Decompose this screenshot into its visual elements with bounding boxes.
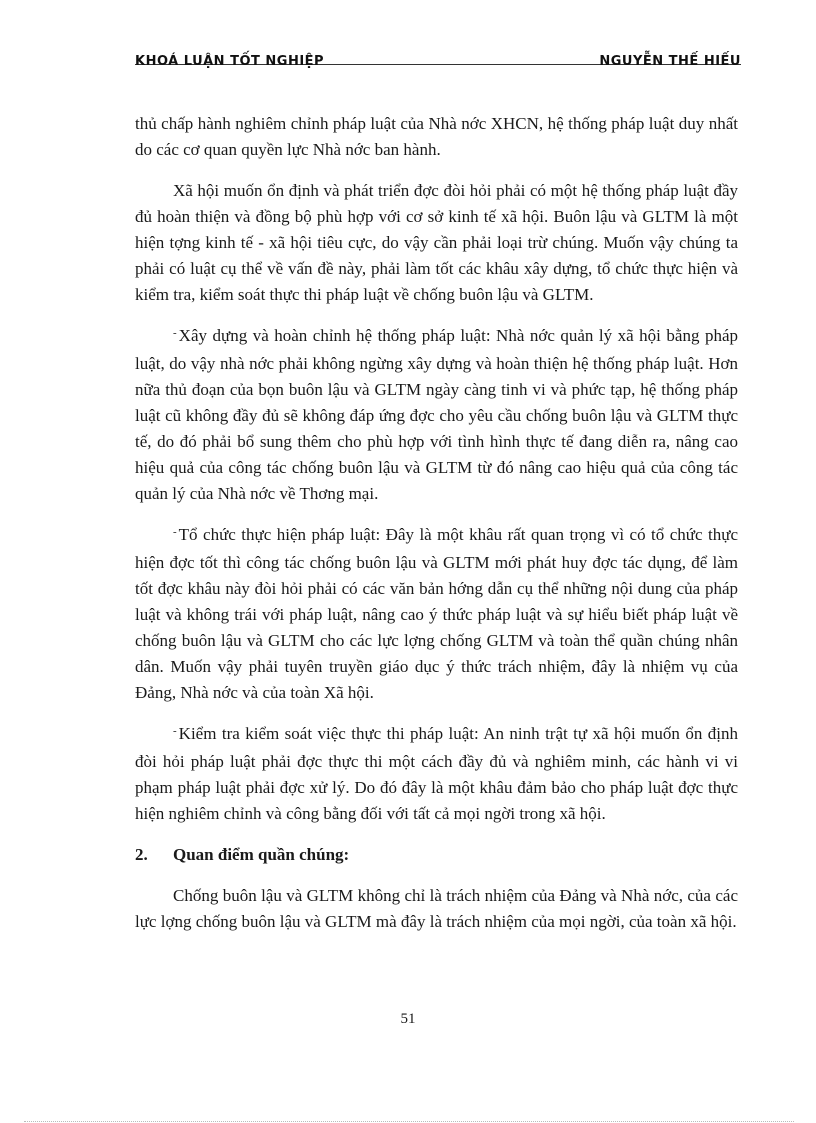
paragraph: Chống buôn lậu và GLTM không chỉ là trách nhiệm của Đảng và Nhà nớc, của các lực lợng chống buôn lậu và GLTM mà đây là trách nhiệm của mọi ngời, của toàn xã hội. bbox=[135, 886, 738, 931]
section-title: Quan điểm quần chúng: bbox=[173, 845, 350, 864]
paragraph-continuation: thủ chấp hành nghiêm chỉnh pháp luật của Nhà nớc XHCN, hệ thống pháp luật duy nhất do các cơ quan quyền lực Nhà nớc ban hành. bbox=[135, 114, 738, 159]
bullet-marker: - bbox=[173, 526, 177, 538]
section-heading bbox=[135, 842, 738, 868]
header-author-name: NGUYỄN THẾ HIẾU bbox=[599, 54, 741, 69]
bullet-paragraph-text: Tổ chức thực hiện pháp luật: Đây là một khâu rất quan trọng vì có tổ chức thực hiện đợc tốt thì công tác chống buôn lậu và GLTM mới phát huy đợc tác dụng, để làm tốt đợc khâu này đòi hỏi phải có các văn bản hớng dẫn cụ thể những nội dung của pháp luật và không trái với pháp luật, nâng cao ý thức pháp luật và sự hiểu biết pháp luật về chống buôn lậu và GLTM cho các lực lợng chống GLTM và toàn thể quần chúng nhân dân. Muốn vậy phải tuyên truyền giáo dục ý thức trách nhiệm, đây là nhiệm vụ của Đảng, Nhà nớc và của toàn Xã hội. bbox=[135, 525, 738, 702]
section-number: 2. bbox=[135, 845, 148, 864]
bullet-paragraph-implementation bbox=[135, 522, 738, 706]
bullet-marker: - bbox=[173, 725, 177, 737]
bullet-paragraph-inspection bbox=[135, 721, 738, 827]
body-text bbox=[135, 111, 738, 950]
paragraph: Xã hội muốn ổn định và phát triển đợc đòi hỏi phải có một hệ thống pháp luật đầy đủ hoàn thiện và đồng bộ phù hợp với cơ sở kinh tế xã hội. Buôn lậu và GLTM là một hiện tợng kinh tế - xã hội tiêu cực, do vậy cần phải loại trừ chúng. Muốn vậy chúng ta phải có luật cụ thể về vấn đề này, phải làm tốt các khâu xây dựng, tổ chức thực hiện và kiểm tra, kiểm soát thực thi pháp luật về chống buôn lậu và GLTM. bbox=[135, 181, 738, 304]
running-header bbox=[135, 54, 741, 74]
page-bottom-rule bbox=[24, 1121, 794, 1122]
page-number: 51 bbox=[400, 1011, 416, 1027]
bullet-marker: - bbox=[173, 327, 177, 339]
bullet-paragraph-text: Kiểm tra kiểm soát việc thực thi pháp luật: An ninh trật tự xã hội muốn ổn định đòi hỏi pháp luật phải đợc thực thi một cách đầy đủ và nghiêm minh, các hành vi vi phạm pháp luật phải đợc xử lý. Do đó đây là một khâu đảm bảo cho pháp luật đợc thực hiện nghiêm chỉnh và công bằng đối với tất cả mọi ngời trong xã hội. bbox=[135, 724, 738, 823]
header-thesis-title: KHOÁ LUẬN TỐT NGHIỆP bbox=[135, 54, 325, 69]
bullet-paragraph-text: Xây dựng và hoàn chỉnh hệ thống pháp luật: Nhà nớc quản lý xã hội bằng pháp luật, do vậy nhà nớc phải không ngừng xây dựng và hoàn thiện hệ thống pháp luật. Hơn nữa thủ đoạn của bọn buôn lậu và GLTM ngày càng tinh vi và phức tạp, hệ thống pháp luật cũ không đầy đủ sẽ không đáp ứng đợc cho yêu cầu chống buôn lậu và GLTM thực tế, do đó phải bổ sung thêm cho phù hợp với tình hình thực tế đang diễn ra, nâng cao hiệu quả của công tác chống buôn lậu và GLTM từ đó nâng cao hiệu quả của công tác quản lý của Nhà nớc về Thơng mại. bbox=[135, 326, 738, 503]
bullet-paragraph-legislation bbox=[135, 323, 738, 507]
